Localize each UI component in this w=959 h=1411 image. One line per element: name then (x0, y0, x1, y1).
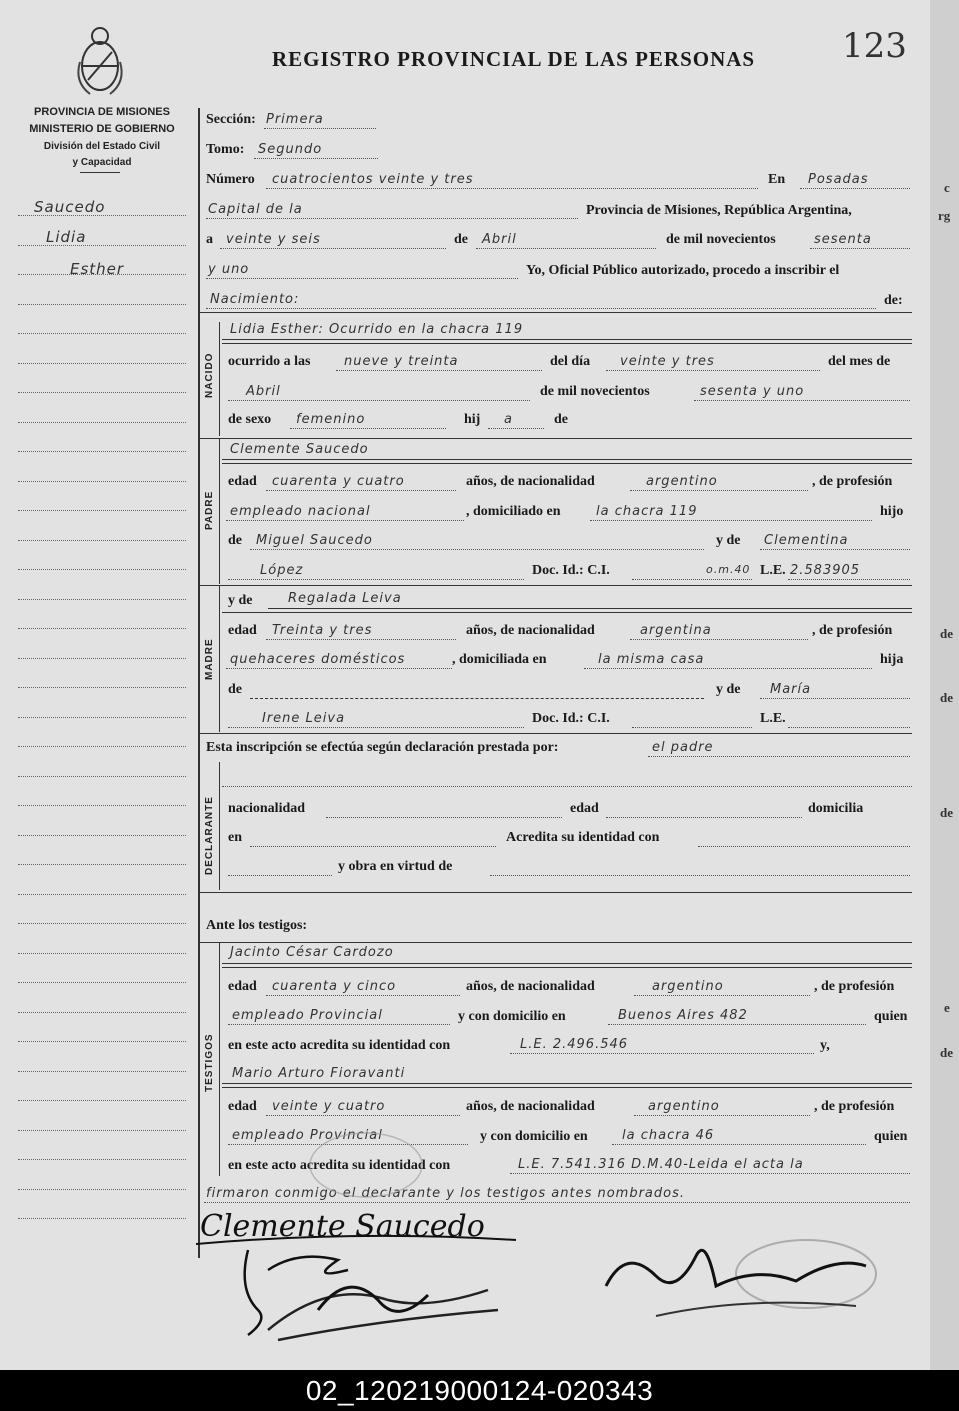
margin-rule-line (18, 864, 186, 865)
mes-nac-value: Abril (246, 384, 281, 399)
section-rule (200, 942, 912, 943)
del-mes-label: del mes de (828, 354, 891, 369)
tipo-value: Nacimiento: (210, 292, 300, 307)
field-line (606, 370, 820, 371)
field-line (250, 698, 704, 699)
anos-nac-label: años, de nacionalidad (466, 474, 595, 489)
field-line (634, 995, 810, 996)
section-rule (200, 312, 912, 313)
mes-value: Abril (482, 232, 517, 247)
margin-rule-line (18, 687, 186, 688)
field-line (612, 1144, 866, 1145)
yo-label: Yo, Oficial Público autorizado, procedo a inscribir el (526, 263, 840, 278)
testigos-label: Ante los testigos: (206, 918, 308, 933)
de-label: de (454, 232, 468, 247)
field-line (226, 668, 452, 669)
field-line (336, 370, 542, 371)
field-line (266, 188, 758, 189)
margin-rule-line (18, 451, 186, 452)
madre-section-label: MADRE (204, 638, 215, 680)
field-line (268, 608, 912, 609)
sexo-label: de sexo (228, 412, 272, 427)
declarante-value: el padre (652, 740, 714, 755)
dia-nac-value: veinte y tres (620, 354, 715, 369)
margin-rule-line (18, 599, 186, 600)
field-line (810, 248, 910, 249)
t2-doc: L.E. 7.541.316 D.M.40-Leida el acta la (518, 1157, 804, 1172)
acredita2-label: en este acto acredita su identidad con (228, 1038, 451, 1053)
field-line (800, 188, 910, 189)
quien-label: quien (874, 1009, 908, 1024)
field-line (228, 579, 524, 580)
field-line (228, 400, 530, 401)
tomo-value: Segundo (258, 142, 323, 157)
abuela-value-2: López (260, 563, 304, 578)
margin-surname: Saucedo (34, 198, 106, 216)
adjacent-text: e (944, 1000, 950, 1015)
domicilia-label: domicilia (808, 801, 864, 816)
field-line (228, 727, 524, 728)
adjacent-text: de (940, 626, 953, 641)
field-line (250, 846, 496, 847)
t1-doc: L.E. 2.496.546 (520, 1037, 629, 1052)
margin-rule-line (18, 333, 186, 334)
margin-rule-line (18, 805, 186, 806)
anio-value-2: y uno (208, 262, 250, 277)
padre-le: 2.583905 (790, 563, 861, 578)
anos-nac-label: años, de nacionalidad (466, 1099, 595, 1114)
page-title: REGISTRO PROVINCIAL DE LAS PERSONAS (272, 47, 756, 71)
adjacent-page-edge (930, 0, 959, 1370)
en-label: En (768, 172, 786, 187)
section-bar (219, 762, 220, 890)
division-label: División del Estado Civil (43, 141, 161, 152)
de3-label: de (228, 682, 242, 697)
section-bar (219, 322, 220, 436)
domiciliado-label: , domiciliado en (466, 504, 561, 519)
del-dia-label: del día (550, 354, 591, 369)
province-label: PROVINCIA DE MISIONES (34, 106, 170, 118)
nombre-value: Lidia Esther: Ocurrido en la chacra 119 (230, 322, 524, 337)
margin-rule-line (18, 481, 186, 482)
division-label-2: y Capacidad (72, 157, 132, 168)
padre-dom: la chacra 119 (596, 504, 698, 519)
anio-value: sesenta (814, 232, 872, 247)
margin-rule-line (18, 540, 186, 541)
madre-prof: quehaceres domésticos (230, 652, 406, 667)
acredita2-label: en este acto acredita su identidad con (228, 1158, 451, 1173)
doc-label: Doc. Id.: C.I. (532, 563, 610, 578)
testigos-section-label: TESTIGOS (204, 1033, 215, 1092)
de3-label: de (228, 533, 242, 548)
edad2-label: edad (570, 801, 599, 816)
field-line (266, 1115, 460, 1116)
field-line (250, 549, 704, 550)
field-line (254, 158, 378, 159)
field-line (266, 490, 456, 491)
hijo-label: hijo (880, 504, 904, 519)
ocurrido-label: ocurrido a las (228, 354, 311, 369)
adjacent-text: de (940, 690, 953, 705)
field-line (266, 639, 456, 640)
margin-rule-line (18, 1218, 186, 1219)
field-line (222, 343, 912, 344)
field-line (630, 639, 808, 640)
a-label: a (206, 232, 213, 247)
abuela-m-value: María (770, 682, 812, 697)
field-line (206, 278, 518, 279)
field-line (222, 339, 912, 340)
margin-rule-line (18, 835, 186, 836)
hija-label: hija (880, 652, 904, 667)
t1-nac: argentino (652, 979, 724, 994)
de2-label: de (554, 412, 568, 427)
margin-rule-line (18, 1012, 186, 1013)
section-bar (219, 438, 220, 584)
field-line (634, 1115, 810, 1116)
madre-nombre: Regalada Leiva (288, 591, 402, 606)
margin-rule-line (18, 628, 186, 629)
field-line (698, 846, 910, 847)
field-line (228, 1024, 450, 1025)
field-line (632, 727, 752, 728)
father-signature-text: Clemente Saucedo (200, 1209, 485, 1244)
divider (80, 172, 120, 173)
y-de-label: y de (716, 682, 741, 697)
margin-rule-line (18, 923, 186, 924)
declarante-section-label: DECLARANTE (204, 796, 215, 875)
padre-edad: cuarenta y cuatro (272, 474, 405, 489)
field-line (222, 967, 912, 968)
margin-first-name: Lidia (46, 228, 87, 246)
adjacent-text: rg (938, 208, 951, 223)
field-line (222, 786, 912, 787)
y-de-label: y de (716, 533, 741, 548)
field-line (206, 218, 578, 219)
field-line (510, 1053, 814, 1054)
prof-label: , de profesión (814, 1099, 895, 1114)
t1-nombre: Jacinto César Cardozo (230, 945, 394, 960)
section-rule (200, 892, 912, 893)
field-line (222, 963, 912, 964)
ministry-label: MINISTERIO DE GOBIERNO (29, 123, 175, 135)
t1-dom: Buenos Aires 482 (618, 1008, 748, 1023)
t2-dom: la chacra 46 (622, 1128, 715, 1143)
domiciliada-label: , domiciliada en (452, 652, 547, 667)
margin-rule-line (18, 1159, 186, 1160)
padre-ci: o.m.40 (706, 563, 751, 576)
edad-label: edad (228, 474, 257, 489)
field-line (760, 698, 910, 699)
margin-rule-line (18, 658, 186, 659)
t1-edad: cuarenta y cinco (272, 979, 397, 994)
field-line (290, 428, 446, 429)
field-line (206, 308, 876, 309)
field-line (648, 756, 910, 757)
coat-of-arms-icon (72, 22, 128, 98)
field-line (632, 579, 752, 580)
field-line (222, 459, 912, 460)
t2-nombre: Mario Arturo Fioravanti (232, 1066, 406, 1081)
padre-prof: empleado nacional (230, 504, 371, 519)
en-value: Posadas (808, 172, 869, 187)
nacido-section-label: NACIDO (204, 352, 215, 398)
margin-rule-line (18, 304, 186, 305)
numero-value: cuatrocientos veinte y tres (272, 172, 474, 187)
margin-rule-line (18, 894, 186, 895)
tomo-label: Tomo: (206, 142, 245, 157)
official-signature (596, 1226, 896, 1326)
margin-rule-line (18, 1189, 186, 1190)
le-label: L.E. (760, 711, 786, 726)
field-line (606, 817, 802, 818)
anos-nac-label: años, de nacionalidad (466, 979, 595, 994)
sexo-value: femenino (296, 412, 366, 427)
doc-label: Doc. Id.: C.I. (532, 711, 610, 726)
y-de2-label: y de (228, 593, 253, 608)
madre-nac: argentina (640, 623, 712, 638)
field-line (266, 995, 460, 996)
field-line (584, 668, 872, 669)
faded-seal-icon (306, 1130, 426, 1200)
seccion-value: Primera (266, 112, 324, 127)
abuelo-value: Miguel Saucedo (256, 533, 373, 548)
hora-value: nueve y treinta (344, 354, 459, 369)
field-line (510, 1173, 910, 1174)
section-rule (200, 438, 912, 439)
margin-rule-line (18, 1071, 186, 1072)
field-line (226, 520, 464, 521)
mil2-label: de mil novecientos (540, 384, 650, 399)
obra-label: y obra en virtud de (338, 859, 453, 874)
t2-edad: veinte y cuatro (272, 1099, 386, 1114)
margin-rule-line (18, 569, 186, 570)
field-line (222, 1083, 912, 1084)
padre-nombre: Clemente Saucedo (230, 442, 369, 457)
madre-dom: la misma casa (598, 652, 705, 667)
prof-label: , de profesión (812, 474, 893, 489)
en2-label: en (228, 830, 242, 845)
field-line (490, 875, 910, 876)
section-rule (200, 585, 912, 586)
adjacent-text: de (940, 1045, 953, 1060)
document-id-bar: 02_120219000124-020343 (0, 1370, 959, 1411)
madre-edad: Treinta y tres (272, 623, 373, 638)
inscripcion-label: Esta inscripción se efectúa según declaración prestada por: (206, 740, 559, 755)
edad-label: edad (228, 1099, 257, 1114)
t2-prof: empleado Provincial (232, 1128, 383, 1143)
provincia-label: Provincia de Misiones, República Argentina, (586, 203, 852, 218)
margin-rule-line (18, 1100, 186, 1101)
margin-second-name: Esther (70, 260, 125, 278)
field-line (788, 727, 910, 728)
hij-label: hij (464, 412, 481, 427)
margin-rule-line (18, 392, 186, 393)
numero-label: Número (206, 172, 255, 187)
prof-label: , de profesión (812, 623, 893, 638)
hij-value: a (504, 412, 513, 427)
margin-rule-line (18, 746, 186, 747)
t1-prof: empleado Provincial (232, 1008, 383, 1023)
margin-rule-line (18, 1130, 186, 1131)
capital-value: Capital de la (208, 202, 303, 217)
field-line (222, 463, 912, 464)
section-bar (219, 586, 220, 732)
field-line (590, 520, 872, 521)
field-line (488, 428, 544, 429)
field-line (228, 875, 332, 876)
field-line (222, 1087, 912, 1088)
margin-rule-line (18, 776, 186, 777)
t2-nac: argentino (648, 1099, 720, 1114)
edad-label: edad (228, 979, 257, 994)
left-border (198, 108, 200, 1258)
field-line (476, 248, 656, 249)
field-line (760, 549, 910, 550)
field-line (630, 490, 808, 491)
field-line (608, 1024, 866, 1025)
anio-nac-value: sesenta y uno (700, 384, 805, 399)
adjacent-text: c (944, 180, 950, 195)
margin-rule-line (18, 982, 186, 983)
le-label: L.E. (760, 563, 786, 578)
nacionalidad-label: nacionalidad (228, 801, 306, 816)
margin-rule-line (18, 245, 186, 246)
acredita-label: Acredita su identidad con (506, 830, 660, 845)
section-bar (219, 942, 220, 1176)
con-domicilio-label: y con domicilio en (458, 1009, 566, 1024)
padre-nac: argentino (646, 474, 718, 489)
section-rule (200, 733, 912, 734)
mil-label: de mil novecientos (666, 232, 776, 247)
prof-label: , de profesión (814, 979, 895, 994)
con-domicilio-label: y con domicilio en (480, 1129, 588, 1144)
witness-signature-1 (228, 1240, 518, 1350)
field-line (694, 400, 910, 401)
cierre-text: firmaron conmigo el declarante y los testigos antes nombrados. (206, 1186, 686, 1201)
abuela-m-value-2: Irene Leiva (262, 711, 346, 726)
anos-nac-label: años, de nacionalidad (466, 623, 595, 638)
dia-value: veinte y seis (226, 232, 321, 247)
margin-rule-line (18, 717, 186, 718)
de-colon-label: de: (884, 293, 903, 308)
abuela-value: Clementina (764, 533, 849, 548)
y-comma-label: y, (820, 1038, 830, 1053)
margin-rule-line (18, 363, 186, 364)
edad-label: edad (228, 623, 257, 638)
padre-section-label: PADRE (204, 490, 215, 530)
seccion-label: Sección: (206, 112, 256, 127)
field-line (264, 128, 376, 129)
field-line (326, 817, 562, 818)
quien-label: quien (874, 1129, 908, 1144)
margin-rule-line (18, 510, 186, 511)
field-line (788, 579, 910, 580)
margin-rule-line (18, 1041, 186, 1042)
field-line (222, 612, 912, 613)
adjacent-text: de (940, 805, 953, 820)
page-number: 123 (842, 26, 907, 66)
margin-rule-line (18, 422, 186, 423)
field-line (220, 248, 446, 249)
margin-rule-line (18, 953, 186, 954)
